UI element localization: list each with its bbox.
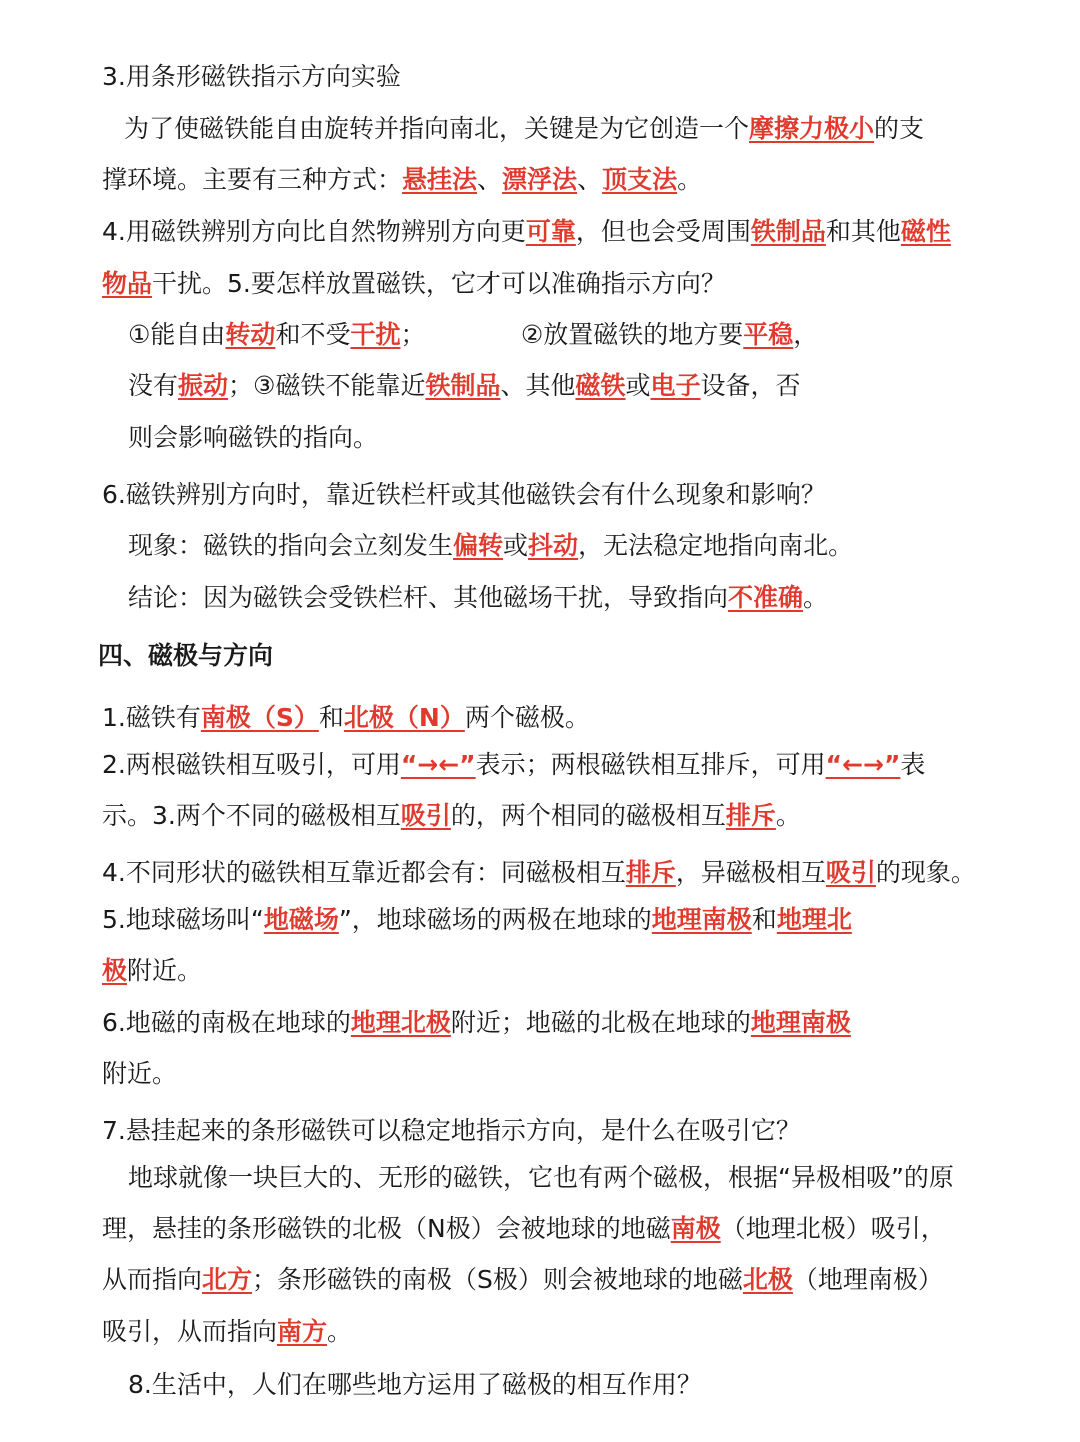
text-segment: 。 bbox=[775, 801, 801, 830]
text-segment: 的现象。 bbox=[875, 858, 976, 887]
text-segment: ；条形磁铁的南极（S极）则会被地球的地磁 bbox=[252, 1265, 743, 1294]
text-segment: 和其他 bbox=[825, 217, 901, 246]
text-segment: 和 bbox=[751, 905, 777, 934]
text-segment: 4.不同形状的磁铁相互靠近都会有：同磁极相互 bbox=[102, 858, 626, 887]
line-1 bbox=[102, 60, 1080, 94]
line-4 bbox=[102, 215, 1080, 249]
highlighted-term: 地理北极 bbox=[350, 1008, 451, 1037]
text-segment: 两个磁极。 bbox=[464, 703, 590, 732]
highlighted-term: 磁性 bbox=[900, 217, 951, 246]
text-segment: ，无法稳定地指向南北。 bbox=[578, 531, 854, 560]
line-18 bbox=[102, 954, 1080, 988]
highlighted-term: 南极（S） bbox=[200, 703, 319, 732]
line-21 bbox=[102, 1114, 1080, 1148]
text-segment: 8.生活中，人们在哪些地方运用了磁极的相互作用？ bbox=[128, 1370, 702, 1399]
highlighted-term: 磁铁 bbox=[575, 371, 626, 400]
text-segment: 地球就像一块巨大的、无形的磁铁，它也有两个磁极，根据“异极相吸”的原 bbox=[128, 1163, 954, 1192]
text-segment: ； ②放置磁铁的地方要 bbox=[400, 320, 744, 349]
highlighted-term: 物品 bbox=[102, 269, 153, 298]
highlighted-term: 顶支法 bbox=[602, 165, 678, 194]
line-24 bbox=[102, 1263, 1080, 1297]
text-segment: 1.磁铁有 bbox=[102, 703, 201, 732]
line-26 bbox=[128, 1368, 1080, 1402]
highlighted-term: 吸引 bbox=[825, 858, 876, 887]
text-segment: 、 bbox=[577, 165, 603, 194]
text-segment: 表 bbox=[900, 750, 926, 779]
text-segment: 吸引，从而指向 bbox=[102, 1317, 278, 1346]
text-segment: （地理南极） bbox=[792, 1265, 943, 1294]
highlighted-term: 排斥 bbox=[725, 801, 776, 830]
highlighted-term: 不准确 bbox=[728, 583, 804, 612]
section-heading bbox=[98, 639, 1080, 673]
line-9 bbox=[102, 478, 1080, 512]
text-segment: ，异磁极相互 bbox=[675, 858, 826, 887]
highlighted-term: 抖动 bbox=[528, 531, 579, 560]
highlighted-term: 平稳 bbox=[743, 320, 794, 349]
highlighted-term: 极 bbox=[102, 956, 128, 985]
text-segment: 设备，否 bbox=[700, 371, 801, 400]
line-11 bbox=[128, 581, 1080, 615]
highlighted-term: 吸引 bbox=[400, 801, 451, 830]
text-segment: ”，地球磁场的两极在地球的 bbox=[338, 905, 652, 934]
line-2 bbox=[124, 112, 1080, 146]
highlighted-term: 地理南极 bbox=[651, 905, 752, 934]
highlighted-term: 振动 bbox=[178, 371, 229, 400]
highlighted-term: “←→” bbox=[825, 750, 901, 779]
text-segment: 和 bbox=[318, 703, 344, 732]
text-segment: 2.两根磁铁相互吸引，可用 bbox=[102, 750, 401, 779]
text-segment: ， bbox=[793, 320, 819, 349]
line-14 bbox=[102, 748, 1080, 782]
highlighted-term: 摩擦力极小 bbox=[749, 114, 875, 143]
text-segment: 、 bbox=[477, 165, 503, 194]
line-3 bbox=[102, 163, 1080, 197]
highlighted-term: 电子 bbox=[650, 371, 701, 400]
line-5 bbox=[102, 267, 1080, 301]
text-segment: 、其他 bbox=[500, 371, 576, 400]
line-6 bbox=[128, 318, 1080, 352]
highlighted-term: 偏转 bbox=[453, 531, 504, 560]
text-segment: 附近。 bbox=[102, 1059, 178, 1088]
line-23 bbox=[102, 1212, 1080, 1246]
text-segment: 。 bbox=[677, 165, 703, 194]
line-7 bbox=[128, 369, 1080, 403]
line-10 bbox=[128, 529, 1080, 563]
text-segment: 4.用磁铁辨别方向比自然物辨别方向更 bbox=[102, 217, 526, 246]
highlighted-term: 地理南极 bbox=[750, 1008, 851, 1037]
text-segment: 3.用条形磁铁指示方向实验 bbox=[102, 62, 401, 91]
line-13 bbox=[102, 701, 1080, 735]
highlighted-term: 地磁场 bbox=[263, 905, 339, 934]
highlighted-term: 可靠 bbox=[525, 217, 576, 246]
text-segment: 四、磁极与方向 bbox=[98, 641, 274, 670]
line-15 bbox=[102, 799, 1080, 833]
text-segment: ①能自由 bbox=[128, 320, 226, 349]
text-segment: 的，两个相同的磁极相互 bbox=[450, 801, 726, 830]
line-20 bbox=[102, 1057, 1080, 1091]
text-segment: 从而指向 bbox=[102, 1265, 203, 1294]
text-segment: 没有 bbox=[128, 371, 179, 400]
text-segment: 示。3.两个不同的磁极相互 bbox=[102, 801, 401, 830]
line-25 bbox=[102, 1315, 1080, 1349]
text-segment: 或 bbox=[625, 371, 651, 400]
text-segment: 6.磁铁辨别方向时，靠近铁栏杆或其他磁铁会有什么现象和影响？ bbox=[102, 480, 826, 509]
highlighted-term: 悬挂法 bbox=[402, 165, 478, 194]
highlighted-term: 漂浮法 bbox=[502, 165, 578, 194]
text-segment: 撑环境。主要有三种方式： bbox=[102, 165, 403, 194]
text-segment: ，但也会受周围 bbox=[575, 217, 751, 246]
highlighted-term: 北极 bbox=[742, 1265, 793, 1294]
text-segment: 表示；两根磁铁相互排斥，可用 bbox=[475, 750, 826, 779]
highlighted-term: 北极（N） bbox=[343, 703, 465, 732]
highlighted-term: 南极 bbox=[670, 1214, 721, 1243]
text-segment: 。 bbox=[803, 583, 829, 612]
line-17 bbox=[102, 903, 1080, 937]
text-segment: 理，悬挂的条形磁铁的北极（N极）会被地球的地磁 bbox=[102, 1214, 671, 1243]
text-segment: 附近；地磁的北极在地球的 bbox=[450, 1008, 751, 1037]
highlighted-term: “→←” bbox=[400, 750, 476, 779]
line-22 bbox=[128, 1161, 1080, 1195]
text-segment: 和不受 bbox=[275, 320, 351, 349]
highlighted-term: 转动 bbox=[225, 320, 276, 349]
text-segment: 现象：磁铁的指向会立刻发生 bbox=[128, 531, 454, 560]
text-segment: 7.悬挂起来的条形磁铁可以稳定地指示方向，是什么在吸引它？ bbox=[102, 1116, 801, 1145]
text-segment: 。 bbox=[327, 1317, 353, 1346]
text-segment: ；③磁铁不能靠近 bbox=[228, 371, 426, 400]
text-segment: 5.地球磁场叫“ bbox=[102, 905, 264, 934]
text-segment: 为了使磁铁能自由旋转并指向南北，关键是为它创造一个 bbox=[124, 114, 750, 143]
text-segment: 附近。 bbox=[127, 956, 203, 985]
text-segment: 或 bbox=[503, 531, 529, 560]
text-segment: 6.地磁的南极在地球的 bbox=[102, 1008, 351, 1037]
highlighted-term: 干扰 bbox=[350, 320, 401, 349]
highlighted-term: 铁制品 bbox=[425, 371, 501, 400]
highlighted-term: 铁制品 bbox=[750, 217, 826, 246]
line-8 bbox=[128, 421, 1080, 455]
line-16 bbox=[102, 856, 1080, 890]
text-segment: 则会影响磁铁的指向。 bbox=[128, 423, 379, 452]
text-segment: （地理北极）吸引， bbox=[720, 1214, 946, 1243]
text-segment: 的支 bbox=[874, 114, 925, 143]
text-segment: 结论：因为磁铁会受铁栏杆、其他磁场干扰，导致指向 bbox=[128, 583, 729, 612]
line-19 bbox=[102, 1006, 1080, 1040]
highlighted-term: 排斥 bbox=[625, 858, 676, 887]
highlighted-term: 南方 bbox=[277, 1317, 328, 1346]
highlighted-term: 地理北 bbox=[776, 905, 852, 934]
highlighted-term: 北方 bbox=[202, 1265, 253, 1294]
text-segment: 干扰。5.要怎样放置磁铁，它才可以准确指示方向？ bbox=[152, 269, 726, 298]
